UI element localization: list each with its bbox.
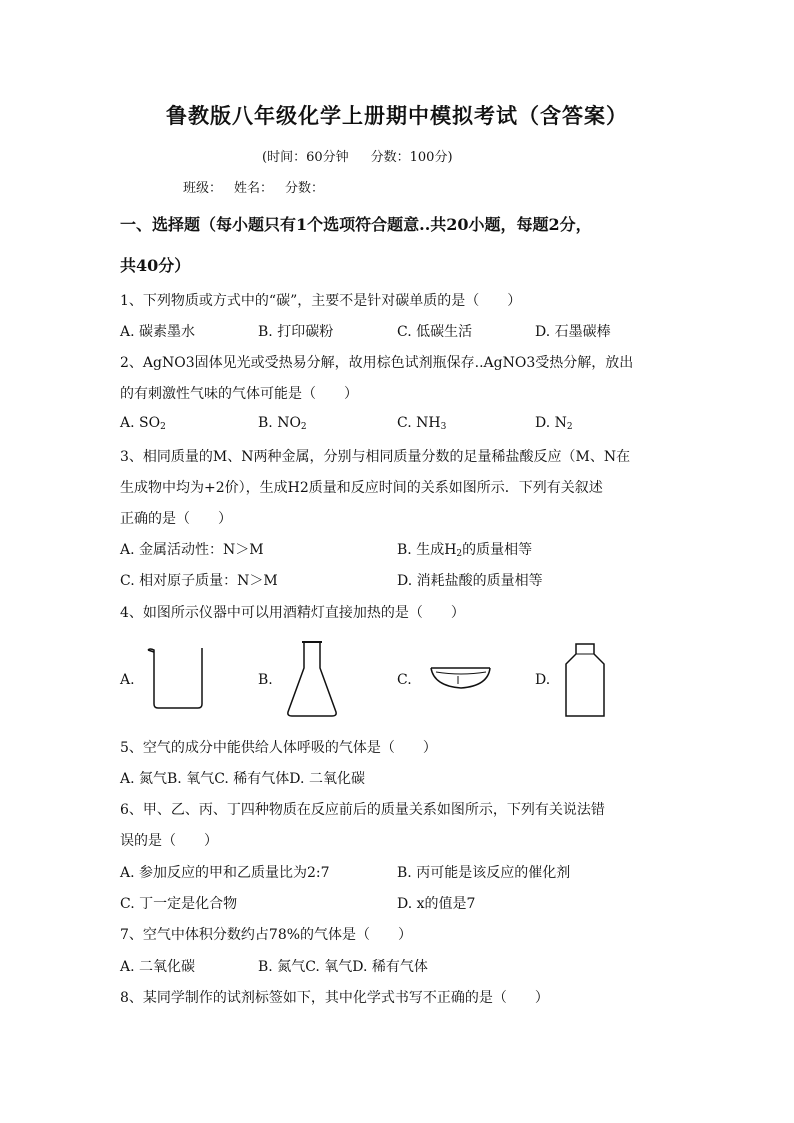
q5-stem: 5、空气的成分中能供给人体呼吸的气体是（ ） [120, 740, 437, 756]
conical-flask-icon [284, 638, 340, 720]
q1-stem: 1、下列物质或方式中的“碳”，主要不是针对碳单质的是（ ） [120, 293, 522, 309]
q4-option-b-label: B. [258, 672, 273, 688]
q3-option-a: A. 金属活动性：N＞M [120, 542, 264, 558]
q5-options: A. 氮气B. 氧气C. 稀有气体D. 二氧化碳 [120, 771, 365, 787]
evaporating-dish-icon [428, 664, 494, 694]
q8-stem: 8、某同学制作的试剂标签如下，其中化学式书写不正确的是（ ） [120, 990, 549, 1006]
q2-stem-line1: 2、AgNO3固体见光或受热易分解，故用棕色试剂瓶保存..AgNO3受热分解，放出 [120, 355, 634, 371]
q4-option-c-label: C. [397, 672, 412, 688]
beaker-icon [146, 644, 210, 712]
class-label: 班级： [183, 181, 223, 196]
score-label: 分数： [285, 181, 325, 196]
q4-option-a-label: A. [120, 672, 135, 688]
q6-option-d: D. x的值是7 [397, 896, 476, 912]
q2-option-d: D. $N_2$ [535, 415, 573, 432]
q3-option-b: B. 生成$H_2$的质量相等 [397, 542, 533, 559]
q7-options-rest: B. 氮气C. 氧气D. 稀有气体 [258, 959, 428, 975]
q1-option-a: A. 碳素墨水 [120, 324, 196, 340]
name-label: 姓名： [234, 181, 274, 196]
q3-stem-line3: 正确的是（ ） [120, 511, 232, 527]
q6-option-a: A. 参加反应的甲和乙质量比为2:7 [120, 865, 330, 881]
exam-meta [262, 146, 453, 165]
total-score: 分数：100分) [370, 150, 453, 165]
time-limit: (时间：60分钟 [262, 150, 349, 165]
q6-option-c: C. 丁一定是化合物 [120, 896, 238, 912]
q4-stem: 4、如图所示仪器中可以用酒精灯直接加热的是（ ） [120, 605, 465, 621]
q3-stem-line1: 3、相同质量的M、N两种金属，分别与相同质量分数的足量稀盐酸反应（M、N在 [120, 449, 631, 465]
section-heading-line1: 一、选择题（每小题只有1个选项符合题意..共20小题，每题2分， [120, 215, 592, 234]
q6-option-b: B. 丙可能是该反应的催化剂 [397, 865, 571, 881]
q4-option-d-label: D. [535, 672, 551, 688]
student-info [183, 177, 344, 196]
q6-stem-line2: 误的是（ ） [120, 833, 218, 849]
q1-option-b: B. 打印碳粉 [258, 324, 334, 340]
q2-option-b: B. $NO_2$ [258, 415, 307, 432]
page-title: 鲁教版八年级化学上册期中模拟考试（含答案） [166, 103, 628, 128]
q1-option-d: D. 石墨碳棒 [535, 324, 611, 340]
section-heading-line2: 共40分） [120, 256, 191, 275]
q6-stem-line1: 6、甲、乙、丙、丁四种物质在反应前后的质量关系如图所示，下列有关说法错 [120, 802, 605, 818]
q7-stem: 7、空气中体积分数约占78%的气体是（ ） [120, 927, 413, 943]
q1-option-c: C. 低碳生活 [397, 324, 473, 340]
q3-option-c: C. 相对原子质量：N＞M [120, 573, 278, 589]
reagent-bottle-icon [560, 640, 610, 720]
q7-option-a: A. 二氧化碳 [120, 959, 196, 975]
q2-option-c: C. $NH_3$ [397, 415, 447, 432]
q3-stem-line2: 生成物中均为+2价），生成H2质量和反应时间的关系如图所示．下列有关叙述 [120, 480, 603, 496]
q2-stem-line2: 的有刺激性气味的气体可能是（ ） [120, 386, 358, 402]
q2-option-a: A. $SO_2$ [120, 415, 166, 432]
q3-option-d: D. 消耗盐酸的质量相等 [397, 573, 543, 589]
